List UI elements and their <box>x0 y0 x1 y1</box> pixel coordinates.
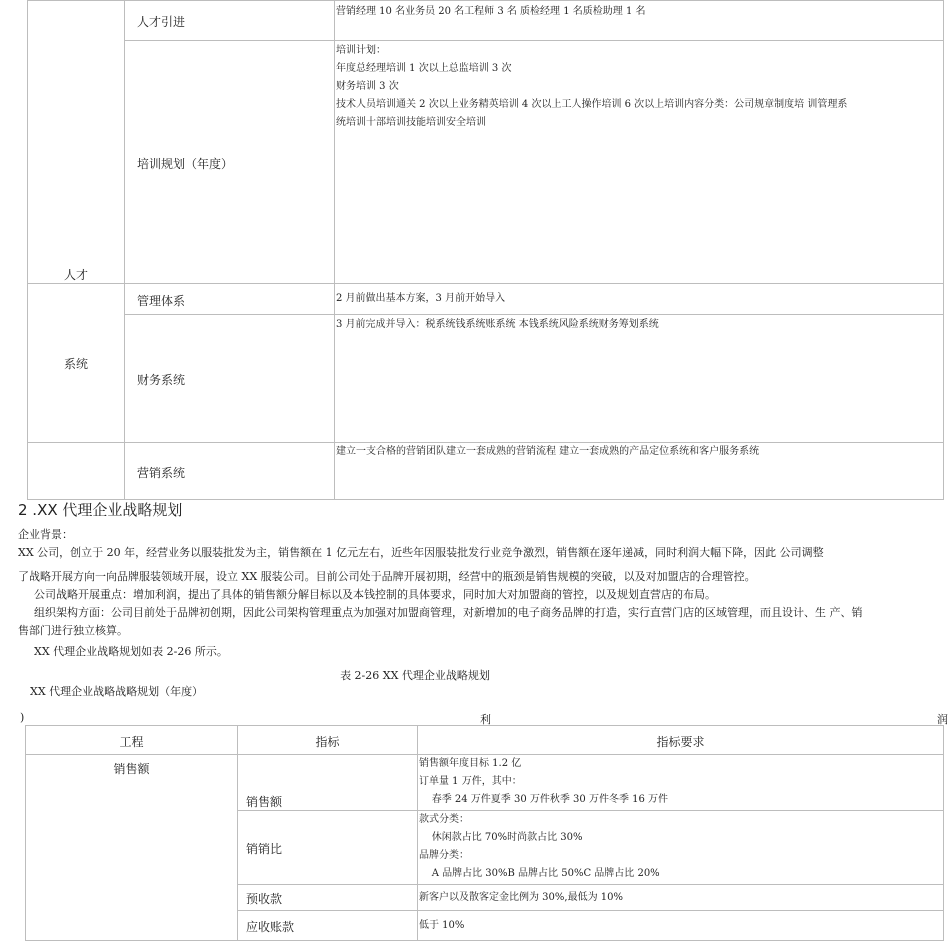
content-line: 年度总经理培训 1 次以上总监培训 3 次 <box>336 63 512 74</box>
indicator-sales-ratio <box>238 811 418 885</box>
strategy-table <box>25 725 944 941</box>
header-label: 指标要求 <box>656 734 705 749</box>
header-project <box>26 726 238 755</box>
req-line: 订单量 1 万件，其中： <box>419 776 522 787</box>
content-line: 财务培训 3 次 <box>336 81 399 92</box>
content-line: 2 月前做出基本方案，3 月前开始导入 <box>336 293 506 304</box>
indicator-label: 销售额 <box>246 795 283 809</box>
req-line: A 品牌占比 30%B 品牌占比 50%C 品牌占比 20% <box>419 868 660 879</box>
header-label: 指标 <box>315 734 340 749</box>
row-content-management <box>335 284 944 315</box>
row-label-talent-intro <box>125 1 335 41</box>
row-content-finance <box>335 315 944 443</box>
row-label: 财务系统 <box>137 373 186 387</box>
row-label-marketing <box>125 443 335 500</box>
row-label: 培训规划（年度） <box>137 156 234 171</box>
background-label: 企业背景： <box>18 528 73 541</box>
sub-caption: XX 代理企业战略战略规划（年度） <box>30 685 204 698</box>
req-line: 低于 10% <box>419 919 465 931</box>
paragraph: 售部门进行独立核算。 <box>18 624 128 637</box>
req-sales-ratio <box>418 811 944 885</box>
paragraph: XX 公司，创立于 20 年，经营业务以服装批发为主，销售额在 1 亿元左右，近些年因服装批发行业竞争激烈，销售额在逐年递减，同时利润大幅下降，因此 公司调整 <box>18 546 824 559</box>
row-label: 营销系统 <box>137 466 186 480</box>
indicator-label: 销销比 <box>246 842 283 856</box>
row-label-training <box>125 41 335 284</box>
row-label-finance <box>125 315 335 443</box>
req-line: 销售额年度目标 1.2 亿 <box>419 758 522 769</box>
content-line: 培训计划： <box>336 45 386 56</box>
row-label: 人才引进 <box>137 15 186 29</box>
indicator-label: 预收款 <box>246 892 283 906</box>
group-label: 销售额 <box>113 762 150 776</box>
header-requirement <box>418 726 944 755</box>
split-char-right: 润 <box>937 713 948 726</box>
req-sales <box>418 755 944 811</box>
talent-system-table <box>27 0 944 500</box>
req-line: 休闲款占比 70%时尚款占比 30% <box>419 832 583 843</box>
row-content-marketing <box>335 443 944 500</box>
split-char-left: 利 <box>480 713 491 726</box>
paragraph: 组织架构方面：公司目前处于品牌初创期，因此公司架构管理重点为加强对加盟商管理，对新增加的电子商务品牌的打造，实行直营门店的区域管理，而且设计、生 产、销 <box>34 606 863 619</box>
indicator-receivable <box>238 911 418 941</box>
row-content-training <box>335 41 944 284</box>
group-sales <box>26 755 238 941</box>
header-label: 工程 <box>119 734 144 749</box>
category-talent-label: 人才 <box>63 268 88 282</box>
content-line: 3 月前完成并导入：税系统钱系统账系统 本钱系统风险系统财务筹划系统 <box>336 319 659 330</box>
paren-mark: ) <box>20 711 25 724</box>
category-system-label: 系统 <box>63 356 88 371</box>
category-system <box>28 284 125 443</box>
content-line: 建立一支合格的营销团队建立一套成熟的营销流程 建立一套成熟的产品定位系统和客户服务系统 <box>336 446 760 457</box>
req-advance <box>418 885 944 911</box>
header-indicator <box>238 726 418 755</box>
indicator-label: 应收账款 <box>246 920 295 934</box>
table-caption: 表 2-26 XX 代理企业战略规划 <box>340 669 490 682</box>
section-heading: 2 .XX 代理企业战略规划 <box>18 501 183 519</box>
indicator-advance <box>238 885 418 911</box>
row-label: 管理体系 <box>137 293 186 308</box>
paragraph: XX 代理企业战略规划如表 2-26 所示。 <box>34 645 228 658</box>
content-line: 统培训十部培训技能培训安全培训 <box>336 117 486 128</box>
req-line: 款式分类： <box>419 814 469 825</box>
req-line: 新客户以及散客定金比例为 30%,最低为 10% <box>419 891 623 903</box>
req-line: 品牌分类： <box>419 850 469 861</box>
req-receivable <box>418 911 944 941</box>
indicator-sales <box>238 755 418 811</box>
paragraph: 了战略开展方向一向品牌服装领域开展，设立 XX 服装公司。目前公司处于品牌开展初期，经营中的瓶颈是销售规模的突破，以及对加盟店的合理管控。 <box>18 570 756 583</box>
row-label-management <box>125 284 335 315</box>
paragraph: 公司战略开展重点：增加利润，提出了具体的销售额分解目标以及本钱控制的具体要求，同时加大对加盟商的管控，以及规划直营店的布局。 <box>34 588 716 601</box>
content-line: 技术人员培训通关 2 次以上业务精英培训 4 次以上工人操作培训 6 次以上培训内容分类：公司规章制度培 训管理系 <box>336 99 848 110</box>
category-empty <box>28 443 125 500</box>
req-line: 春季 24 万件夏季 30 万件秋季 30 万件冬季 16 万件 <box>419 794 669 805</box>
row-content-talent-intro <box>335 1 944 41</box>
category-talent <box>28 1 125 284</box>
content-line: 营销经理 10 名业务员 20 名工程师 3 名 质检经理 1 名质检助理 1 名 <box>336 6 646 17</box>
